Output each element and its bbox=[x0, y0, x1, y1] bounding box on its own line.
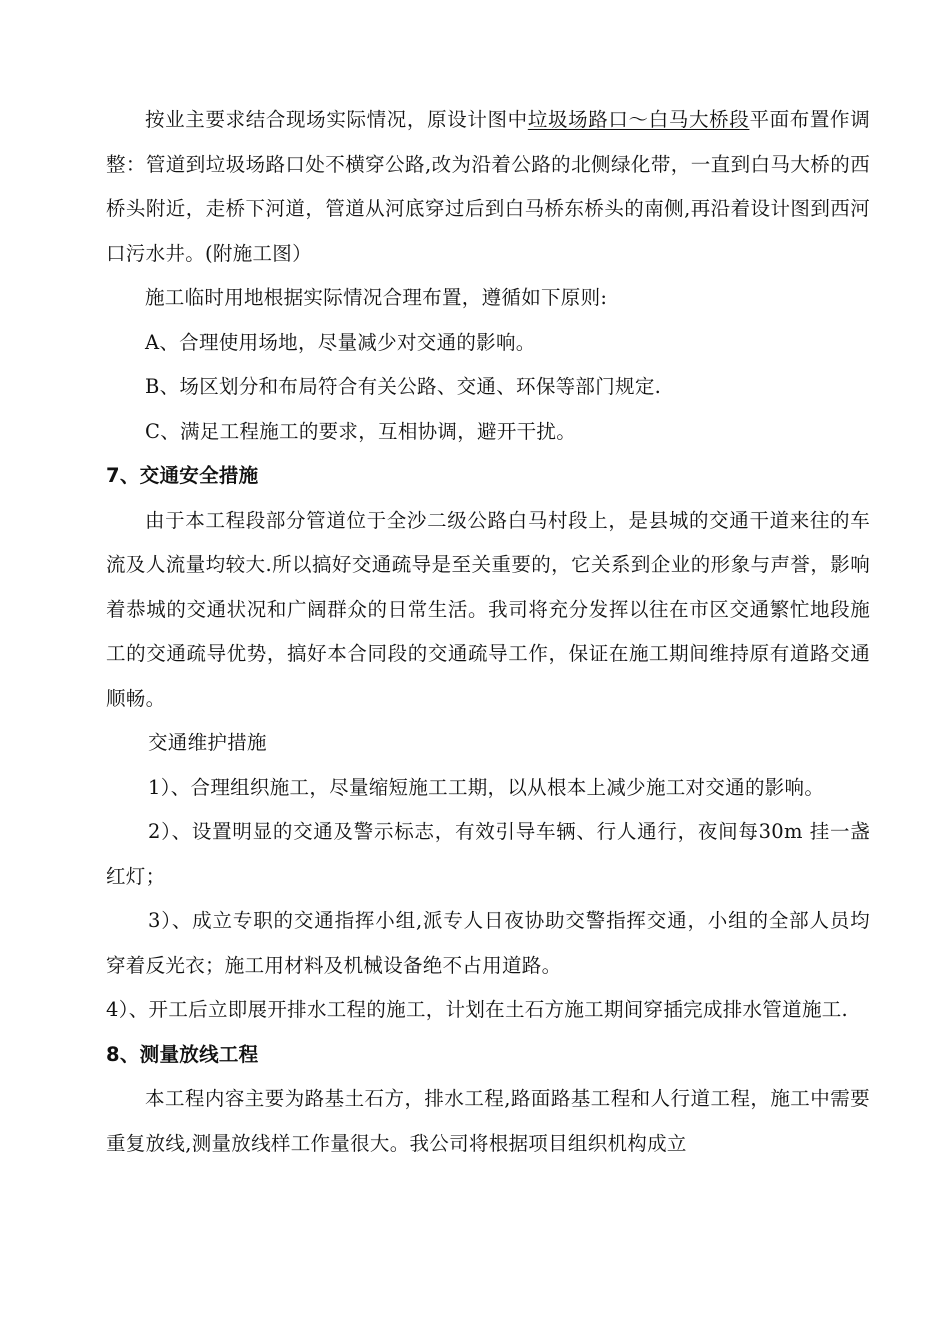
underlined-road-section: 垃圾场路口～白马大桥段 bbox=[527, 108, 750, 131]
measure-item-4: 4）、开工后立即展开排水工程的施工，计划在土石方施工期间穿插完成排水管道施工. bbox=[106, 998, 849, 1021]
measure-item-3: 3）、成立专职的交通指挥小组,派专人日夜协助交警指挥交通，小组的全部人员均穿着反光衣；施工用材料及机械设备绝不占用道路。 bbox=[106, 909, 870, 977]
paragraph-temporary-land-use: 施工临时用地根据实际情况合理布置，遵循如下原则: bbox=[145, 286, 608, 309]
subheading-traffic-maintenance: 交通维护措施 bbox=[148, 731, 267, 754]
principle-a: A、合理使用场地，尽量减少对交通的影响。 bbox=[145, 330, 536, 354]
text-segment: 按业主要求结合现场实际情况，原设计图中 bbox=[145, 108, 528, 131]
document-page bbox=[106, 98, 870, 1166]
paragraph-surveying-intro: 本工程内容主要为路基土石方，排水工程,路面路基工程和人行道工程，施工中需要重复放线,测量放线样工作量很大。我公司将根据项目组织机构成立 bbox=[106, 1087, 870, 1155]
section-heading-traffic-safety: 7、交通安全措施 bbox=[106, 464, 259, 487]
paragraph-traffic-intro: 由于本工程段部分管道位于全沙二级公路白马村段上，是县城的交通干道来往的车流及人流量均较大.所以搞好交通疏导是至关重要的，它关系到企业的形象与声誉，影响着恭城的交通状况和广阔群众的日常生活。我司将充分发挥以往在市区交通繁忙地段施工的交通疏导优势，搞好本合同段的交通疏导工作，保证在施工期间维持原有道路交通顺畅。 bbox=[106, 508, 870, 710]
principle-c: C、满足工程施工的要求，互相协调，避开干扰。 bbox=[145, 419, 577, 443]
paragraph-layout-adjustment bbox=[106, 98, 870, 276]
section-heading-surveying: 8、测量放线工程 bbox=[106, 1042, 259, 1066]
text-segment: 平面布置作调整：管道到垃圾场路口处不横穿公路,改为沿着公路的北侧绿化带，一直到白马大桥的西桥头附近，走桥下河道，管道从河底穿过后到白马桥东桥头的南侧,再沿着设计图到西河口污水井。(附施工图） bbox=[106, 108, 870, 265]
measure-item-2: 2）、设置明显的交通及警示标志，有效引导车辆、行人通行，夜间每30m 挂一盏红灯； bbox=[106, 820, 870, 888]
principle-b: B、场区划分和布局符合有关公路、交通、环保等部门规定. bbox=[145, 375, 662, 398]
measure-item-1: 1）、合理组织施工，尽量缩短施工工期，以从根本上减少施工对交通的影响。 bbox=[148, 775, 825, 799]
